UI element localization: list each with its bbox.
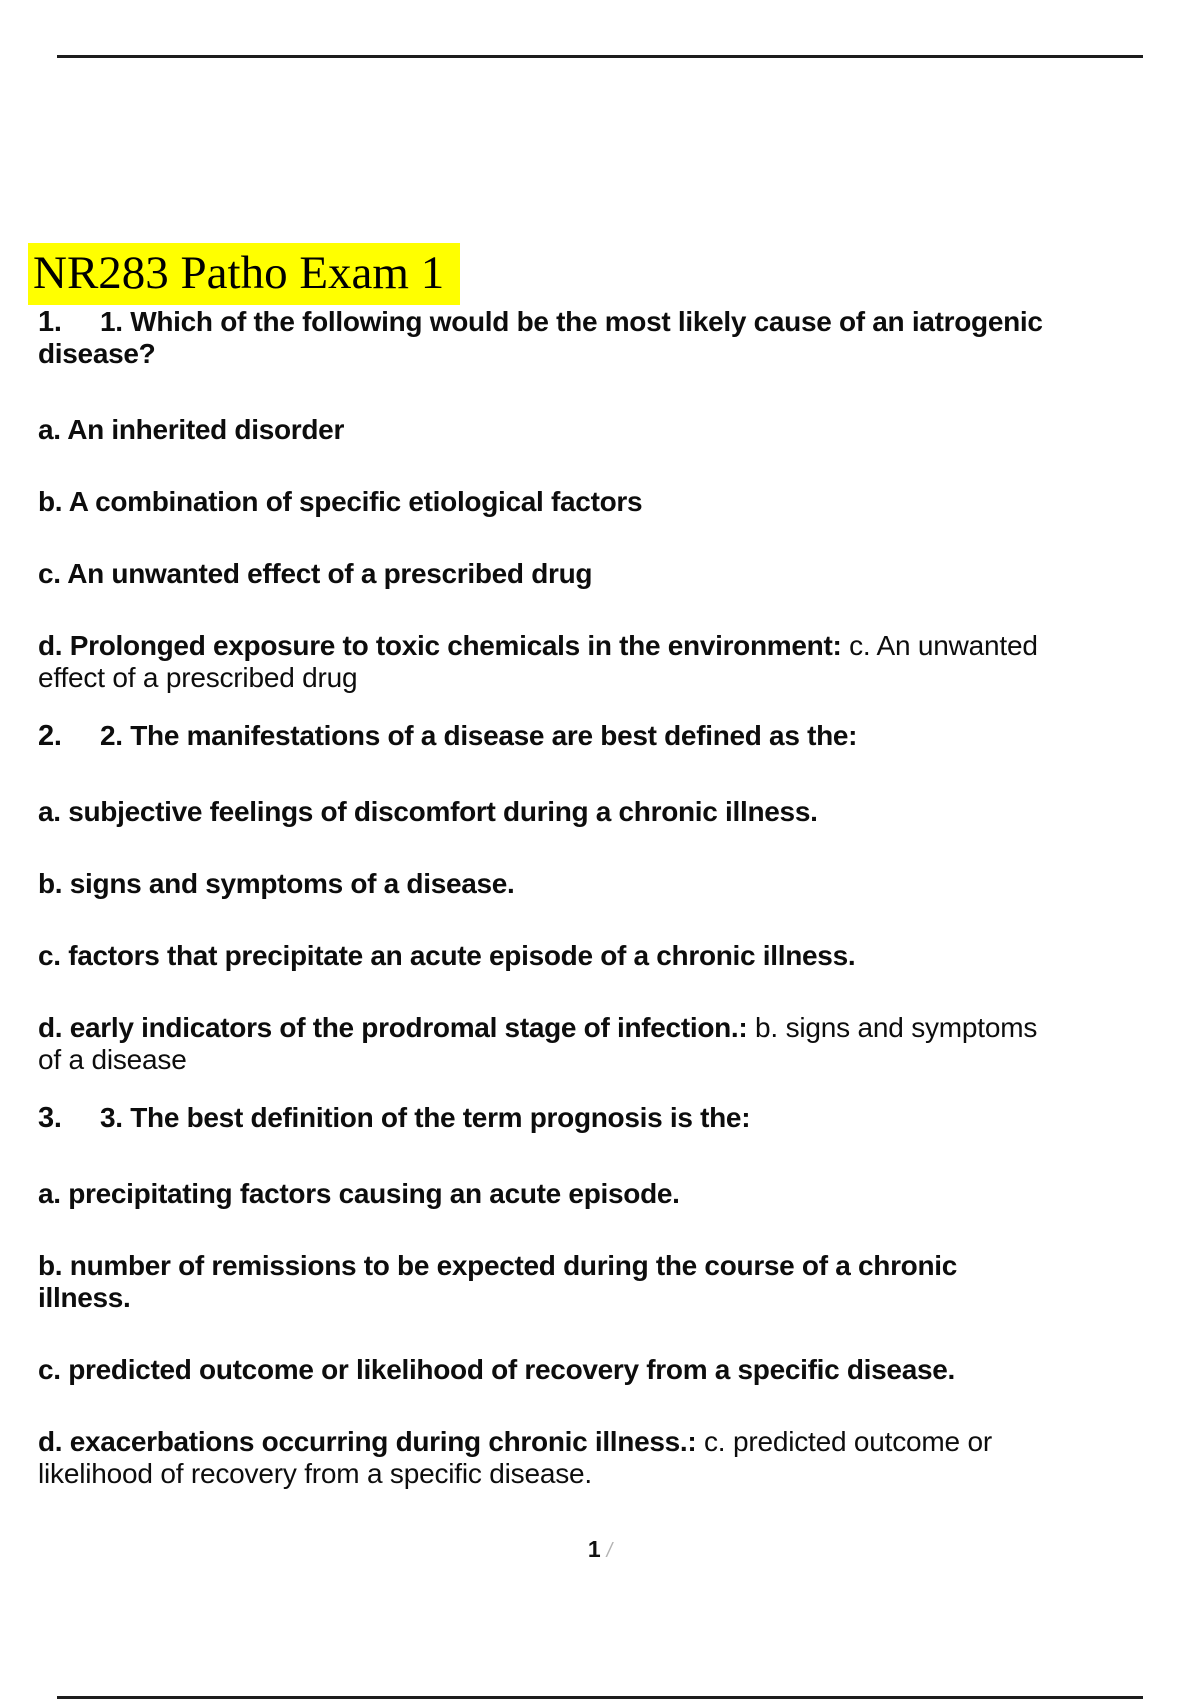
question-2-number: 2. [38, 720, 62, 752]
question-2-option-a: a. subjective feelings of discomfort during a chronic illness. [38, 796, 818, 827]
exam-title [28, 243, 460, 305]
question-3 [38, 1102, 1108, 1490]
exam-body [38, 306, 1108, 1516]
question-1-prompt-text: 1. Which of the following would be the most likely cause of an iatrogenic disease? [38, 306, 1043, 369]
question-1-option-d: d. Prolonged exposure to toxic chemicals in the environment: c. An unwanted effect of a prescribed drug [38, 630, 1038, 693]
question-1-option-a: a. An inherited disorder [38, 414, 345, 445]
question-1-number: 1. [38, 306, 62, 338]
question-1-option-b: b. A combination of specific etiological factors [38, 486, 643, 517]
question-2-prompt-text: 2. The manifestations of a disease are best defined as the: [100, 720, 858, 751]
question-1-prompt [38, 306, 1048, 370]
top-rule [57, 55, 1143, 58]
question-1-option-c: c. An unwanted effect of a prescribed drug [38, 558, 593, 589]
question-3-option-b: b. number of remissions to be expected during the course of a chronic illness. [38, 1250, 958, 1313]
question-3-option-a: a. precipitating factors causing an acute episode. [38, 1178, 680, 1209]
question-2 [38, 720, 1108, 1076]
question-3-prompt [38, 1102, 1108, 1134]
question-3-option-c: c. predicted outcome or likelihood of recovery from a specific disease. [38, 1354, 956, 1385]
page-number: 1 [587, 1536, 601, 1562]
question-3-number: 3. [38, 1102, 62, 1134]
page-number-separator: / [606, 1540, 613, 1562]
question-3-answer: c. predicted outcome or likelihood of recovery from a specific disease. [38, 1426, 992, 1489]
question-3-option-d: d. exacerbations occurring during chronic illness.: c. predicted outcome or likelihood of recovery from a specific disease. [38, 1426, 992, 1489]
question-2-option-c: c. factors that precipitate an acute episode of a chronic illness. [38, 940, 856, 971]
question-1 [38, 306, 1108, 694]
question-2-prompt [38, 720, 1108, 752]
question-2-option-b: b. signs and symptoms of a disease. [38, 868, 515, 899]
bottom-rule [57, 1696, 1143, 1699]
question-2-answer: b. signs and symptoms of a disease [38, 1012, 1038, 1075]
page-footer [0, 1536, 1200, 1563]
question-3-prompt-text: 3. The best definition of the term prognosis is the: [100, 1102, 751, 1133]
highlighted-title-text: NR283 Patho Exam 1 [28, 243, 460, 305]
question-1-answer: c. An unwanted effect of a prescribed drug [38, 630, 1038, 693]
question-2-option-d: d. early indicators of the prodromal stage of infection.: b. signs and symptoms of a disease [38, 1012, 1038, 1075]
